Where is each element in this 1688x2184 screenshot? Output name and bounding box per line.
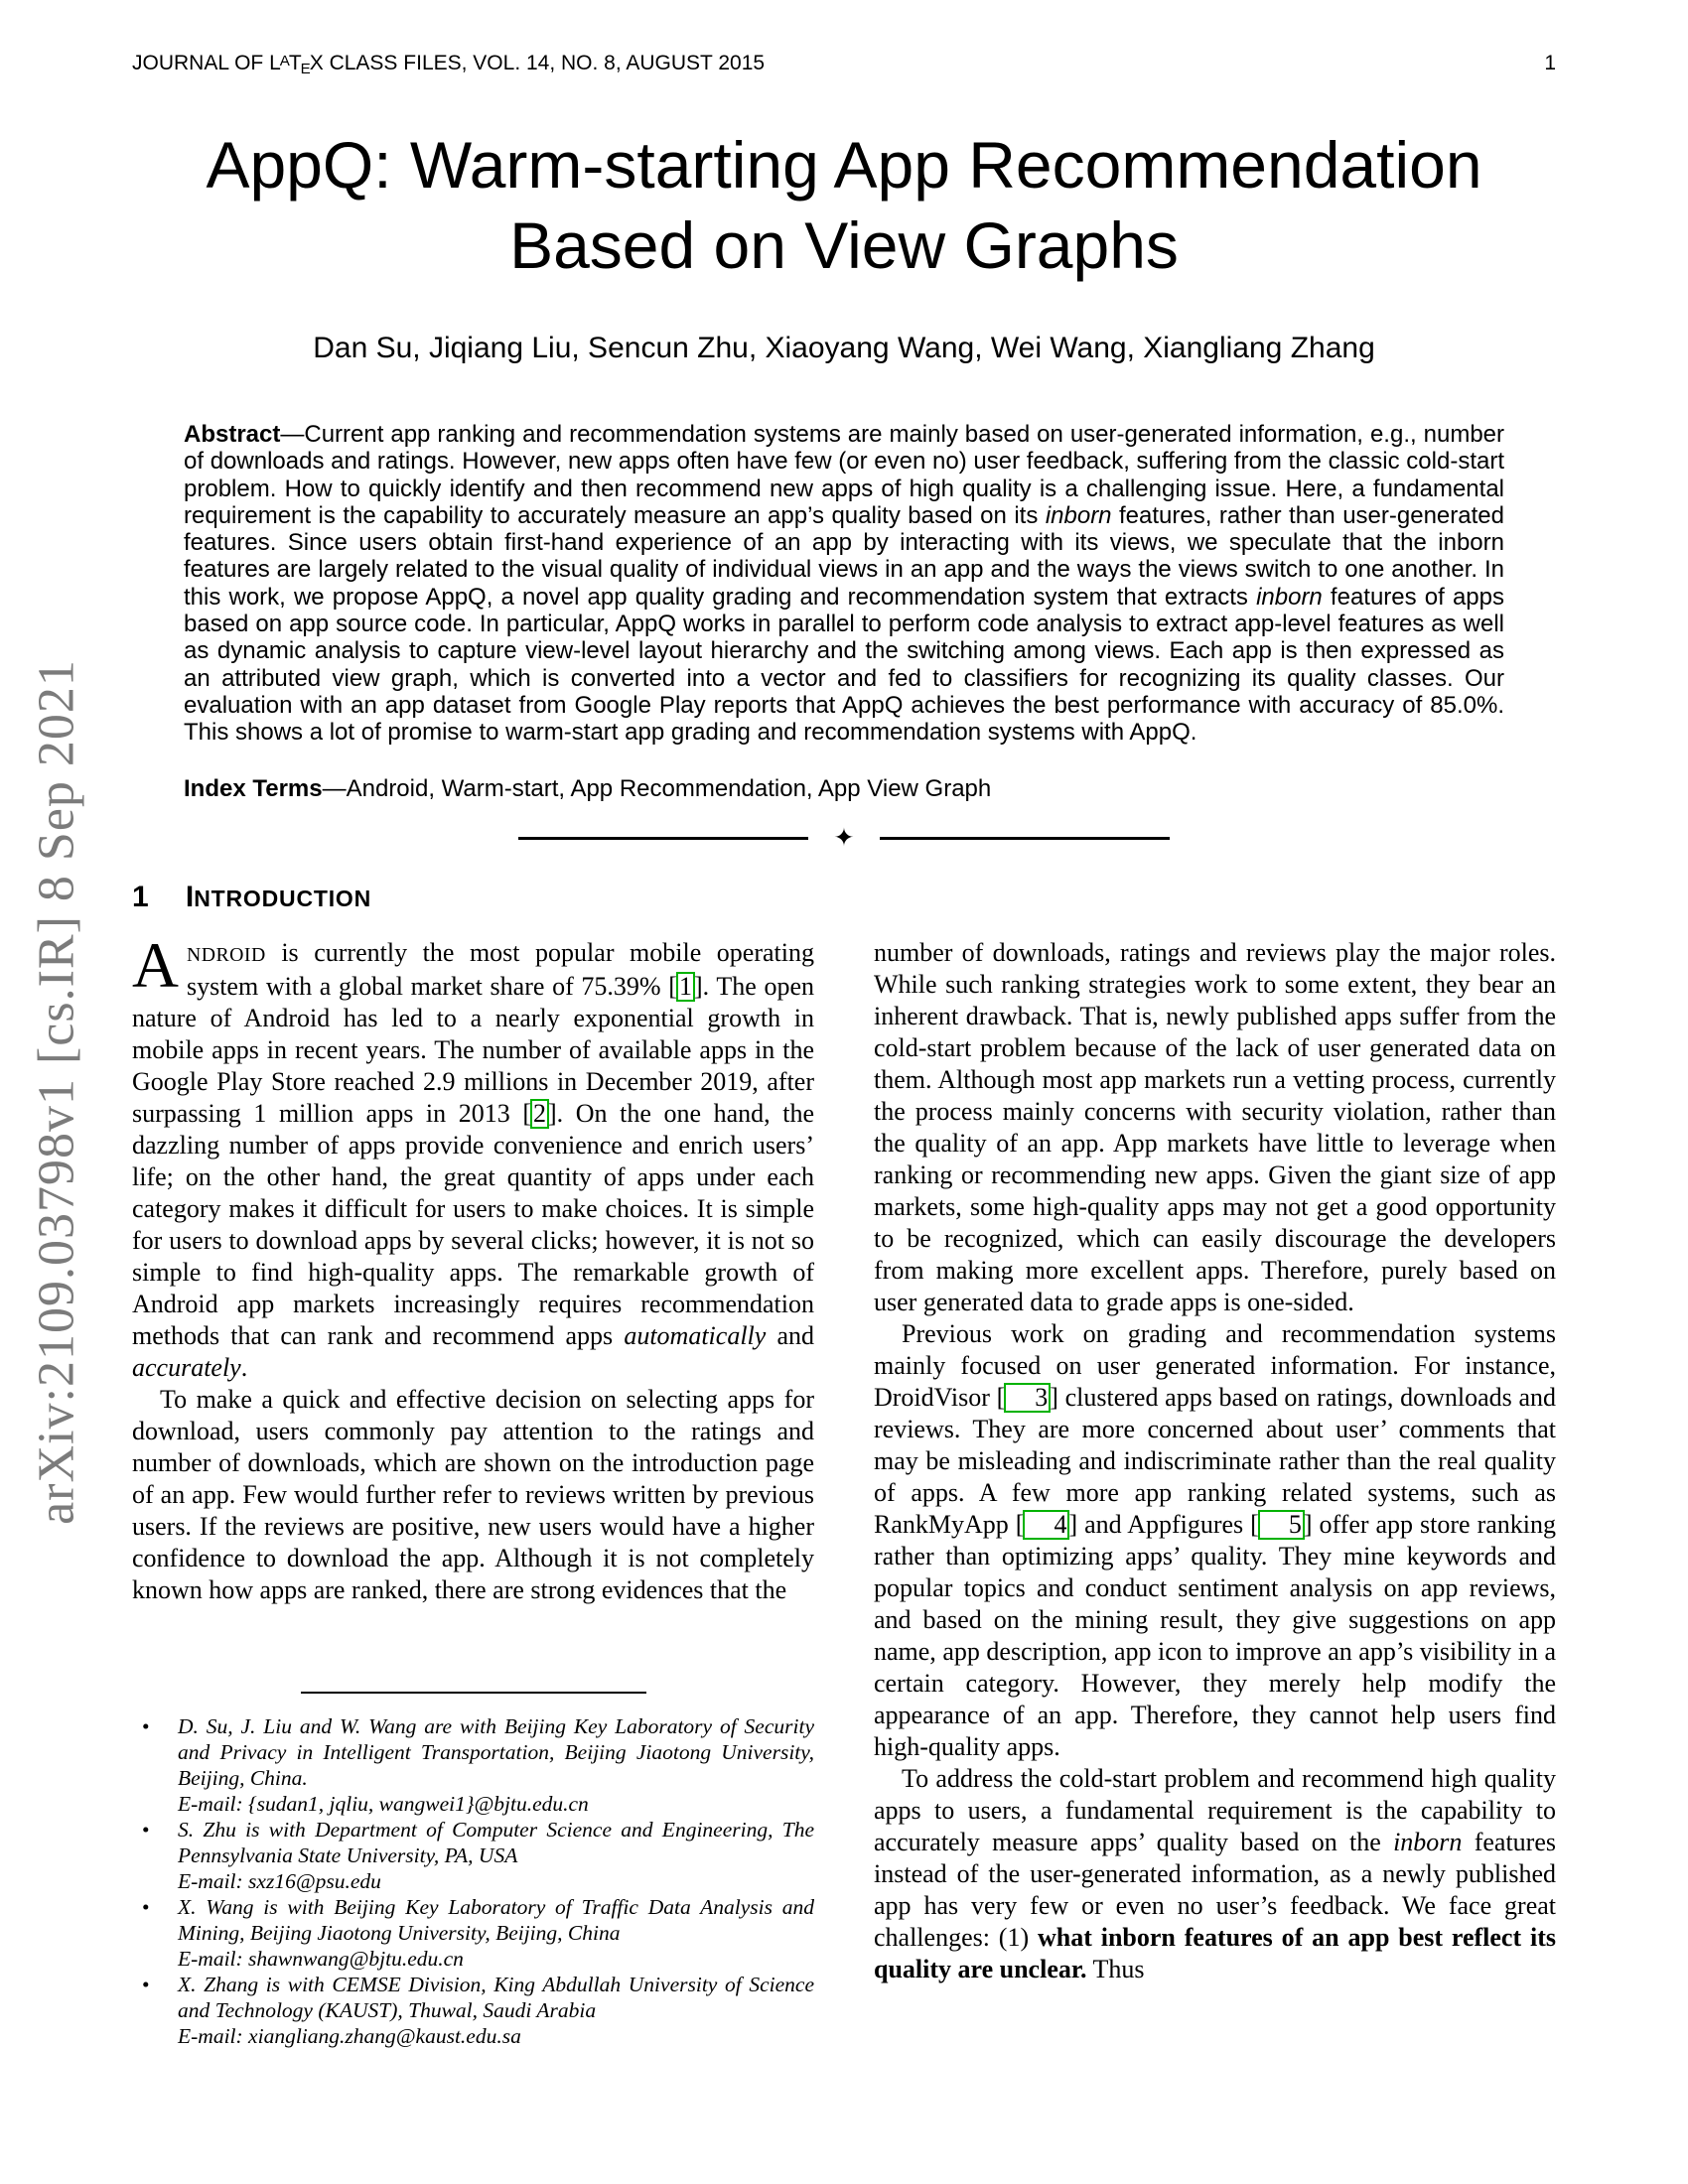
- footnote-affiliation: D. Su, J. Liu and W. Wang are with Beijing Key Laboratory of Security and Privacy in Intelligent Transportation, Beijing Jiaotong University, Beijing, China.: [178, 1714, 814, 1790]
- footnote-rule: [301, 1692, 646, 1694]
- index-terms: Index Terms—Android, Warm-start, App Recommendation, App View Graph: [184, 774, 992, 802]
- intro-paragraph-1: ANDROID is currently the most popular mobile operating system with a global market share of 75.39% [1]. The open nature of Android has led to a nearly exponential growth in mobile apps in recent years. The number of available apps in the Google Play Store reached 2.9 millions in December 2019, after surpassing 1 million apps in 2013 [2]. On the one hand, the dazzling number of apps provide convenience and enrich users’ life; on the other hand, the great quantity of apps under each category makes it difficult for users to make choices. It is simple for users to download apps by several clicks; however, it is not so simple to find high-quality apps. The remarkable growth of Android app markets increasingly requires recommendation methods that can rank and recommend apps automatically and accurately.: [132, 930, 815, 1382]
- footnote-item: [132, 1713, 814, 1817]
- paper-title-line2: Based on View Graphs: [509, 208, 1179, 282]
- footnote-item: [132, 1972, 814, 2049]
- section-separator: [184, 823, 1504, 852]
- abstract-block: [184, 421, 1504, 851]
- footnote-email: E-mail: shawnwang@bjtu.edu.cn: [178, 1947, 464, 1971]
- section-number: 1: [132, 881, 149, 913]
- diamond-separator-icon: ✦: [833, 823, 855, 852]
- footnote-affiliation: X. Zhang is with CEMSE Division, King Abdullah University of Science and Technology (KAUST), Thuwal, Saudi Arabia: [178, 1973, 814, 2022]
- citation-link[interactable]: 5: [1258, 1510, 1305, 1540]
- footnote-item: [132, 1894, 814, 1972]
- intro-paragraph-5: To address the cold-start problem and recommend high quality apps to users, a fundamental requirement is the capability to accurately measure apps’ quality based on the inborn features instead of the user-generated information, as a newly published app has very few or even no user’s feedback. We face great challenges: (1) what inborn features of an app best reflect its quality are unclear. Thus: [874, 1764, 1556, 1983]
- intro-paragraph-4: Previous work on grading and recommendation systems mainly focused on user generated information. For instance, DroidVisor [ 3] clustered apps based on ratings, downloads and reviews. They are more concerned about user’ comments that may be misleading and indiscriminate rather than the real quality of apps. A few more app ranking related systems, such as RankMyApp [ 4] and Appfigures [ 5] offer app store ranking rather than optimizing apps’ quality. They mine keywords and popular topics and conduct sentiment analysis on app reviews, and based on the mining result, they give suggestions on app name, app description, app icon to improve an app’s visibility in a certain category. However, they merely help modify the appearance of an app. Therefore, they cannot help users find high-quality apps.: [874, 1319, 1556, 1761]
- bullet-icon: •: [142, 1895, 150, 1919]
- footnote-affiliation: X. Wang is with Beijing Key Laboratory of Traffic Data Analysis and Mining, Beijing Jiaotong University, Beijing, China: [178, 1895, 814, 1945]
- intro-paragraph-2: To make a quick and effective decision on selecting apps for download, users commonly pay attention to the ratings and number of downloads, which are shown on the introduction page of an app. Few would further refer to reviews written by previous users. If the reviews are positive, new users would have a higher confidence to download the app. Although it is not completely known how apps are ranked, there are strong evidences that the: [132, 1385, 814, 1604]
- footnote-email: E-mail: sxz16@psu.edu: [178, 1869, 381, 1893]
- page-number: 1: [1544, 52, 1556, 74]
- citation-link[interactable]: 4: [1023, 1510, 1069, 1540]
- bullet-icon: •: [142, 1714, 150, 1738]
- footnote-item: [132, 1817, 814, 1894]
- running-header: [132, 52, 1556, 77]
- citation-link[interactable]: 3: [1004, 1383, 1051, 1413]
- journal-name: JOURNAL OF $L^ATEX$ CLASS FILES, VOL. 14, NO. 8, AUGUST 2015: [132, 52, 766, 77]
- footnote-email: E-mail: xiangliang.zhang@kaust.edu.sa: [178, 2024, 521, 2048]
- bullet-icon: •: [142, 1973, 150, 1996]
- author-list: Dan Su, Jiqiang Liu, Sencun Zhu, Xiaoyang Wang, Wei Wang, Xiangliang Zhang: [313, 332, 1375, 364]
- bullet-icon: •: [142, 1818, 150, 1842]
- citation-link[interactable]: 1: [676, 972, 695, 1002]
- arxiv-watermark: arXiv:2109.03798v1 [cs.IR] 8 Sep 2021: [28, 659, 85, 1525]
- separator-rule-right: [880, 837, 1170, 840]
- separator-rule-left: [518, 837, 808, 840]
- author-footnotes: [132, 1692, 814, 2049]
- citation-link[interactable]: 2: [530, 1099, 549, 1129]
- paper-title: [0, 125, 1688, 286]
- section-title: INTRODUCTION: [185, 881, 371, 913]
- section-heading-introduction: [132, 882, 814, 921]
- intro-paragraph-3: number of downloads, ratings and reviews play the major roles. While such ranking strategies work to some extent, they bear an inherent drawback. That is, newly published apps suffer from the cold-start problem because of the lack of user generated data on them. Although most app markets run a vetting process, currently the process mainly concerns with security violation, rather than the quality of an app. App markets have little to leverage when ranking or recommending new apps. Given the giant size of app markets, some high-quality apps may not get a good opportunity to be recognized, which can easily discourage the developers from making more excellent apps. Therefore, purely based on user generated data to grade apps is one-sided.: [874, 938, 1556, 1316]
- footnote-email: E-mail: {sudan1, jqliu, wangwei1}@bjtu.edu.cn: [178, 1792, 589, 1816]
- abstract-paragraph: Abstract—Current app ranking and recommendation systems are mainly based on user-generated information, e.g., number of downloads and ratings. However, new apps often have few (or even no) user feedback, suffering from the classic cold-start problem. How to quickly identify and then recommend new apps of high quality is a challenging issue. Here, a fundamental requirement is the capability to accurately measure an app’s quality based on its inborn features, rather than user-generated features. Since users obtain first-hand experience of an app by interacting with its views, we speculate that the inborn features are largely related to the visual quality of individual views in an app and the ways the views switch to one another. In this work, we propose AppQ, a novel app quality grading and recommendation system that extracts inborn features of apps based on app source code. In particular, AppQ works in parallel to perform code analysis to extract app-level features as well as dynamic analysis to capture view-level layout hierarchy and the switching among views. Each app is then expressed as an attributed view graph, which is converted into a vector and fed to classifiers for recognizing its quality classes. Our evaluation with an app dataset from Google Play reports that AppQ achieves the best performance with accuracy of 85.0%. This shows a lot of promise to warm-start app grading and recommendation systems with AppQ.: [184, 421, 1504, 747]
- footnote-affiliation: S. Zhu is with Department of Computer Science and Engineering, The Pennsylvania State University, PA, USA: [178, 1818, 814, 1867]
- paper-title-line1: AppQ: Warm-starting App Recommendation: [206, 128, 1482, 202]
- left-column: [132, 882, 814, 1606]
- right-column: [874, 882, 1556, 1985]
